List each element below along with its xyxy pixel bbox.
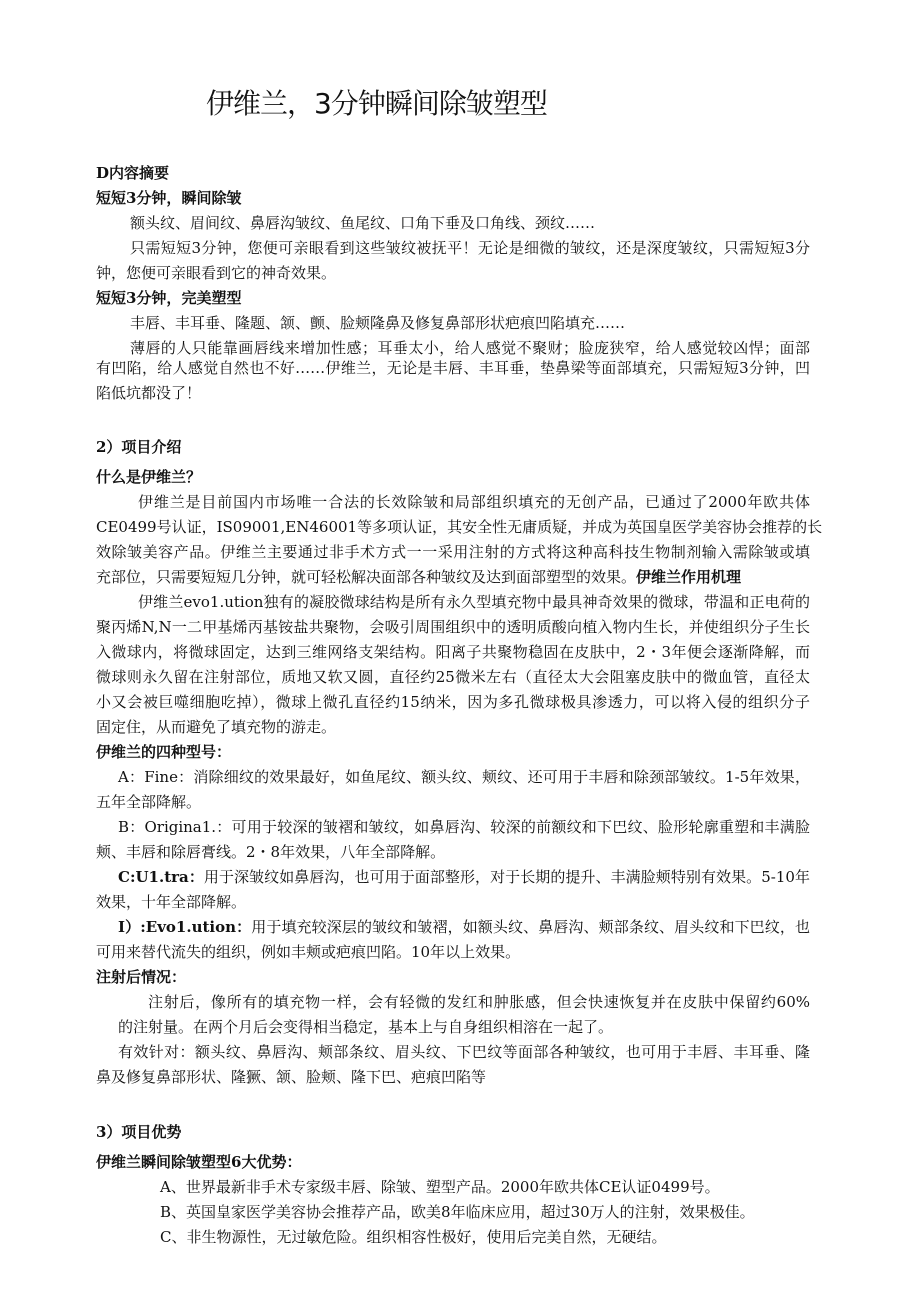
type-c-text: 用于深皱纹如鼻唇沟，也可用于面部整形，对于长期的提升、丰满脸颊特别有效果。5-10年 bbox=[203, 868, 810, 886]
advantage-c: C、非生物源性，无过敏危险。组织相容性极好，使用后完美自然，无硬结。 bbox=[160, 1228, 667, 1246]
mechanism-line-1: 伊维兰evo1.ution独有的凝胶微球结构是所有永久型填充物中最具神奇效果的微球，带温和正电荷的 bbox=[138, 593, 810, 611]
intro-paragraph-1-line-3: 效除皱美容产品。伊维兰主要通过非手术方式一一采用注射的方式将这种高科技生物制剂输入需除皱或填 bbox=[96, 543, 810, 561]
type-b-line-2: 颊、丰唇和除唇膏线。2・8年效果，八年全部降解。 bbox=[96, 843, 446, 861]
intro-paragraph-1-line-2: CE0499号认证，IS09001,EN46001等多项认证，其安全性无庸质疑，并成为英国皇医学美容协会推荐的长 bbox=[96, 518, 823, 536]
intro-paragraph-1-line-4-text: 充部位，只需要短短几分钟，就可轻松解决面部各种皱纹及达到面部塑型的效果。 bbox=[96, 568, 637, 586]
summary-subheading-1: 短短3分钟，瞬间除皱 bbox=[96, 189, 242, 207]
summary-wrinkle-list: 额头纹、眉间纹、鼻唇沟皱纹、鱼尾纹、口角下垂及口角线、颈纹…… bbox=[130, 214, 596, 232]
targets-line-2: 鼻及修复鼻部形状、隆獗、颔、脸颊、隆下巴、疤痕凹陷等 bbox=[96, 1068, 487, 1086]
mechanism-line-4: 微球则永久留在注射部位，质地又软又圆，直径约25微米左右（直径太大会阻塞皮肤中的微血管，直径太 bbox=[96, 668, 810, 686]
mechanism-line-3: 入微球内，将微球固定，达到三维网络支架结构。阳离子共聚物稳固在皮肤中，2・3年便会逐渐降解，而 bbox=[96, 643, 810, 661]
page-title: 伊维兰，3分钟瞬间除皱塑型 bbox=[206, 87, 547, 120]
summary-paragraph-2-line-1: 薄唇的人只能靠画唇线来增加性感；耳垂太小，给人感觉不聚财；脸庞狭窄，给人感觉较凶悍；面部 bbox=[130, 339, 810, 357]
summary-shaping-list: 丰唇、丰耳垂、隆题、颔、颤、脸颊隆鼻及修复鼻部形状疤痕凹陷填充…… bbox=[130, 314, 626, 332]
advantage-a: A、世界最新非手术专家级丰唇、除皱、塑型产品。2000年欧共体CE认证0499号。 bbox=[160, 1178, 720, 1196]
type-a-text: 消除细纹的效果最好，如鱼尾纹、额头纹、颊纹、还可用于丰唇和除颈部皱纹。1-5年效果， bbox=[193, 768, 810, 786]
intro-paragraph-1-line-4 bbox=[96, 567, 741, 587]
type-c-label: C:U1.tra： bbox=[118, 868, 204, 886]
intro-what-heading: 什么是伊维兰？ bbox=[96, 468, 202, 486]
summary-paragraph-1-line-1: 只需短短3分钟，您便可亲眼看到这些皱纹被抚平！无论是细微的皱纹，还是深度皱纹，只需短短3分 bbox=[130, 239, 810, 257]
mechanism-heading: 伊维兰作用机理 bbox=[636, 568, 742, 586]
summary-subheading-2: 短短3分钟，完美塑型 bbox=[96, 289, 242, 307]
type-b-label: B：Origina1.： bbox=[118, 818, 232, 836]
after-injection-line-2: 的注射量。在两个月后会变得相当稳定，基本上与自身组织相溶在一起了。 bbox=[118, 1018, 614, 1036]
type-d-line-2: 可用来替代流失的组织，例如丰颊或疤痕凹陷。10年以上效果。 bbox=[96, 943, 521, 961]
type-b-line-1 bbox=[118, 817, 810, 837]
type-d-label: I）:Evo1.ution： bbox=[118, 918, 252, 936]
targets-line-1: 有效针对：额头纹、鼻唇沟、颊部条纹、眉头纹、下巴纹等面部各种皱纹，也可用于丰唇、丰耳垂、隆 bbox=[118, 1043, 810, 1061]
mechanism-line-2: 聚丙烯N,N一二甲基烯丙基铵盐共聚物，会吸引周围组织中的透明质酸向植入物内生长，并使组织分子生长 bbox=[96, 618, 810, 636]
type-d-line-1 bbox=[118, 917, 810, 937]
type-a-line-2: 五年全部降解。 bbox=[96, 793, 202, 811]
after-injection-heading: 注射后情况： bbox=[96, 968, 187, 986]
mechanism-line-5: 小又会被巨噬细胞吃掉），微球上微孔直径约15纳米，因为多孔微球极具渗透力，可以将入侵的组织分子 bbox=[96, 693, 810, 711]
type-a-line-1 bbox=[118, 767, 810, 787]
advantages-subheading: 伊维兰瞬间除皱塑型6大优势： bbox=[96, 1153, 302, 1171]
type-b-text: 可用于较深的皱褶和皱纹，如鼻唇沟、较深的前额纹和下巴纹、脸形轮廓重塑和丰满脸 bbox=[231, 818, 810, 836]
type-c-line-2: 效果，十年全部降解。 bbox=[96, 893, 247, 911]
type-a-label: A：Fine： bbox=[118, 768, 194, 786]
summary-paragraph-1-line-2: 钟，您便可亲眼看到它的神奇效果。 bbox=[96, 264, 337, 282]
intro-paragraph-1-line-1: 伊维兰是目前国内市场唯一合法的长效除皱和局部组织填充的无创产品，已通过了2000年欧共体 bbox=[138, 493, 810, 511]
advantages-heading: 3）项目优势 bbox=[96, 1123, 182, 1141]
summary-heading: D内容摘要 bbox=[96, 164, 170, 182]
types-heading: 伊维兰的四种型号： bbox=[96, 743, 232, 761]
type-c-line-1 bbox=[118, 867, 810, 887]
mechanism-line-6: 固定住，从而避免了填充物的游走。 bbox=[96, 718, 337, 736]
type-d-text: 用于填充较深层的皱纹和皱褶，如额头纹、鼻唇沟、颊部条纹、眉头纹和下巴纹，也 bbox=[251, 918, 810, 936]
advantage-b: B、英国皇家医学美容协会推荐产品，欧美8年临床应用，超过30万人的注射，效果极佳。 bbox=[160, 1203, 755, 1221]
intro-heading: 2）项目介绍 bbox=[96, 438, 182, 456]
after-injection-line-1: 注射后，像所有的填充物一样，会有轻微的发红和肿胀感，但会快速恢复并在皮肤中保留约60% bbox=[148, 993, 810, 1011]
summary-paragraph-2-line-2: 有凹陷，给人感觉自然也不好……伊维兰，无论是丰唇、丰耳垂，垫鼻梁等面部填充，只需短短3分钟，凹 bbox=[96, 359, 810, 377]
summary-paragraph-2-line-3: 陷低坑都没了！ bbox=[96, 384, 202, 402]
